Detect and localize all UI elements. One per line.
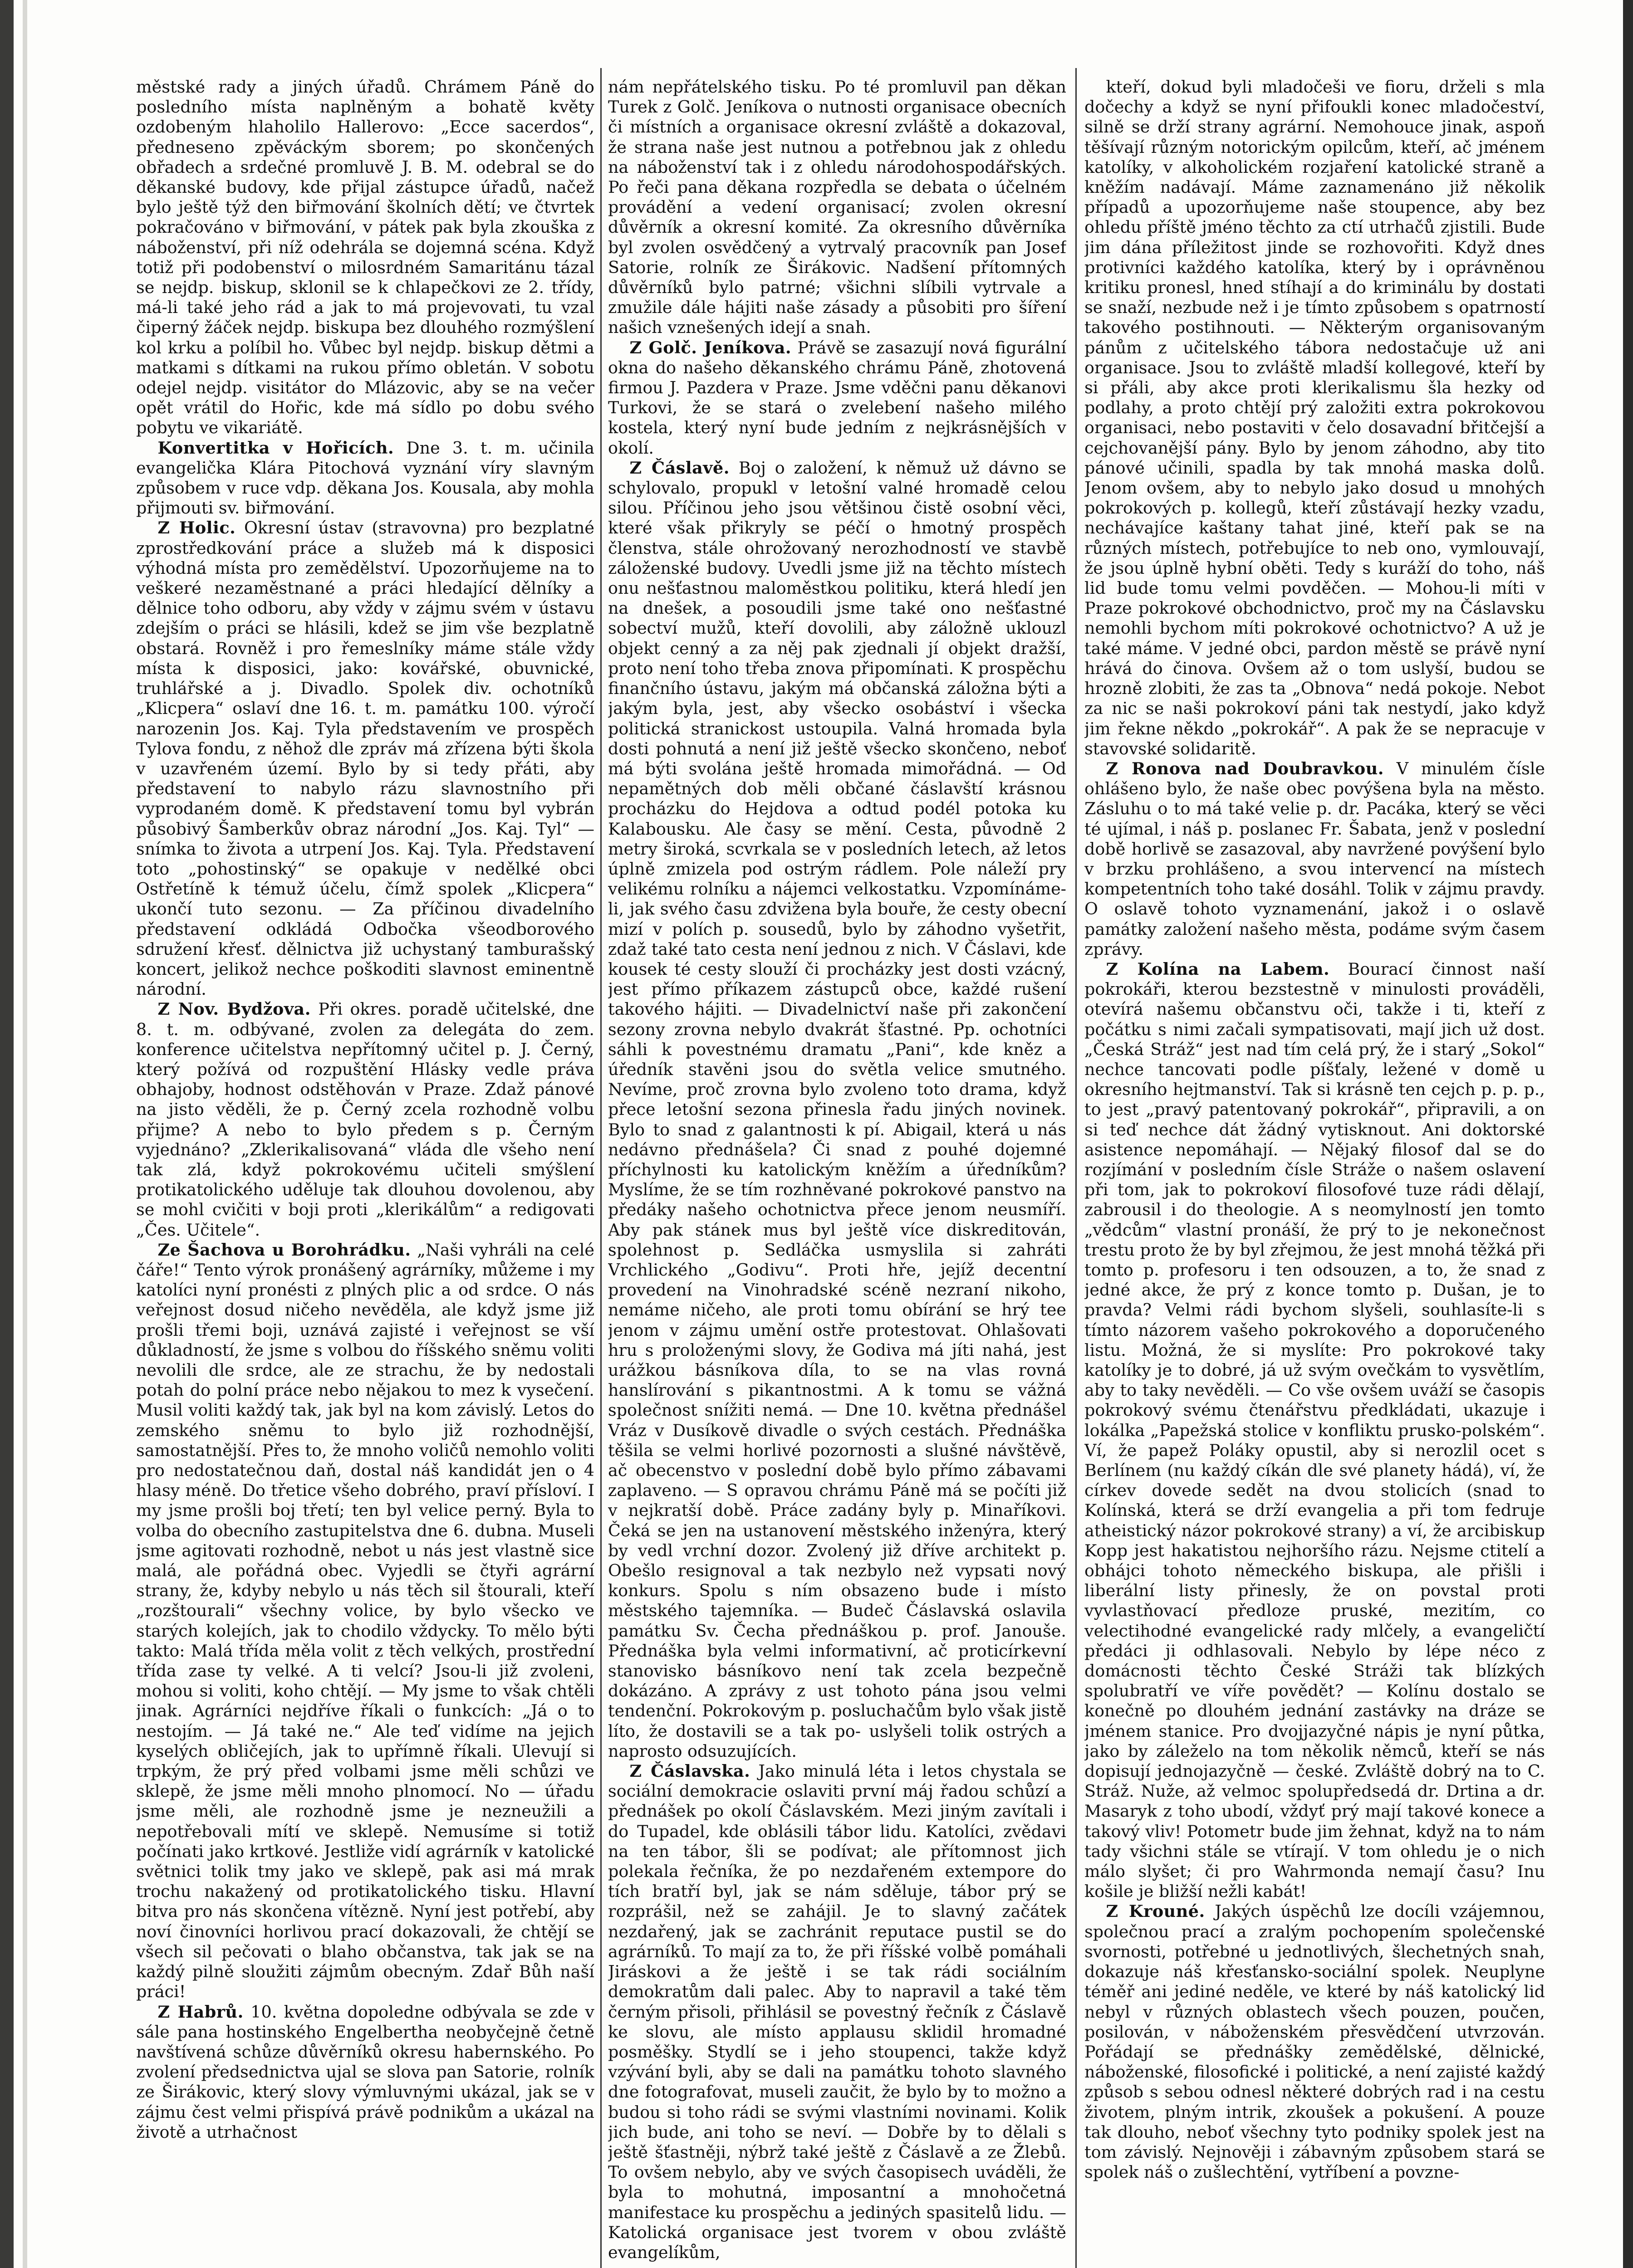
- scan-edge-right: [1623, 0, 1633, 2268]
- article-text: V minulém čísle ohlášeno bylo, že naše obec povýšena byla na město. Zásluhu o to má také velie p. dr. Pacáka, který se věci té ujímal, i náš p. poslanec Fr. Šabata, jenž v poslední době horlivě se zasazoval, aby navržené povýšení bylo v brzku prohlášeno, a svou intervencí na místech kompetentních toho také dosáhl. Tolik v zájmu pravdy. O oslavě tohoto vyznamenání, jakož i o oslavě památky založení našeho města, podáme svým časem zprávy.: [1084, 758, 1545, 959]
- article-text: „Naši vyhráli na celé čáře!“ Tento výrok pronášený agrárníky, můžeme i my katolíci nyní pronésti z plných plic a od srdce. O nás veřejnost dosud ničeho nevěděla, ale když jsme již prošli třemi boji, uznává zajisté i veřejnost se vší důkladností, že jsme s volbou do říšského sněmu voliti nevolili dle srdce, ale ze strachu, že by nedostali potah do polní práce nebo nějakou to mez k vysečení. Musil voliti každý tak, jak byl na kom závislý. Letos do zemského sněmu to bylo již rozhodnější, samostatnější. Přes to, že mnoho voličů nemohlo voliti pro nedostatečnou daň, dostal náš kandidát jen o 4 hlasy méně. Do třetice všeho dobrého, praví přísloví. I my jsme prošli boj třetí; ten byl velice perný. Byla to volba do obecního zastupitelstva dne 6. dubna. Museli jsme agitovati rozhodně, nebot u nás jest vlastně sice malá, ale pořádná obec. Vyjedli se čtyři agrární strany, že, kdyby nebylo u nás těch sil štourali, kteří „rozštourali“ všechny volice, by bylo všecko ve starých kolejích, jak to chodilo vždycky. To mělo býti takto: Malá třída měla volit z těch velkých, prostřední třída zase ty velké. A ti velcí? Jsou-li již zvoleni, mohou si voliti, koho chtějí. — My jsme to však chtěli jinak. Agrárníci nejdříve říkali o funkcích: „Já o to nestojím. — Já také ne.“ Ale teď vidíme na jejich kyselých obličejích, jak to upřímně říkali. Ulevují si trpkým, že prý před volbami jsme měli schůzi ve sklepě, že jsme měli mnoho plnomocí. No — úřadu jsme měli, ale rozhodně jsme je nezneužili a nepotřebovali mítí ve sklepě. Nemusíme si totiž počínati jako krtkové. Jestliže vidí agrárník v katolické světnici tolik tmy jako ve sklepě, pak asi má mrak trochu nakažený od protikatolického tisku. Hlavní bitva pro nás skončena vítězně. Nyní jest potřebí, aby noví činovníci horlivou prací dokazovali, že chtějí se všech sil pečovati o blaho občanstva, tak jak se na každý pilně sloužiti zájmům obecným. Zdař Bůh naší práci!: [136, 1240, 594, 2002]
- column-text: [1084, 77, 1545, 2182]
- column-text: [136, 77, 594, 2142]
- article-text: Právě se zasazují nová figurální okna do našeho děkanského chrámu Páně, zhotovená firmou J. Pazdera v Praze. Jsme vděčni panu děkanovi Turkovi, že se stará o zvelebení našeho milého kostela, který nyní bude jedním z nejkrásnějších v okolí.: [608, 337, 1066, 458]
- article-heading: Z Kolína na Labem.: [1106, 959, 1330, 979]
- article-text: 10. května dopoledne odbývala se zde v sále pana hostinského Engelbertha neobyčejně četně navštívená schůze důvěrníků okresu habernského. Po zvolení předsednictva ujal se slova pan Satorie, rolník ze Širákovic, který slovy výmluvnými ukázal, jak se v zájmu čest velmi přispívá právě podnikům a ukázal na životě a utrhačnost: [136, 2002, 594, 2142]
- article-heading: Z Ronova nad Doubravkou.: [1106, 758, 1384, 778]
- page-gutter: [23, 0, 27, 2268]
- article-text: Jakých úspěchů lze docíli vzájemnou, společnou prací a zralým pochopením společenské svornosti, potřebné u jednotlivých, šlechetných snah, dokazuje náš křesťansko-sociální spolek. Neuplyne téměř ani jediné neděle, ve které by náš katolický lid nebyl v různých oblastech všech pouzen, poučen, posilován, v náboženském přesvědčení utvrzován. Pořádají se přednášky zemědělské, dělnické, náboženské, filosofické i politické, a není zajisté každý způsob s sebou odnesl některé dobrých rad i na cestu životem, plným intrik, zkoušek a pokušení. A pouze tak dlouho, neboť všechny tyto podniky spolek jest na tom závislý. Nejnověji i zábavným způsobem stará se spolek náš o zušlechtění, vytříbení a povzne-: [1084, 1901, 1545, 2182]
- article-paragraph: [136, 438, 594, 518]
- article-heading: Z Holic.: [157, 518, 236, 538]
- article-text: městské rady a jiných úřadů. Chrámem Páně do posledního místa naplněným a bohatě květy ozdobeným hlaholilo Hallerovo: „Ecce sacerdos“, předneseno zpěváckým sborem; po skončených obřadech a srdečné promluvě J. B. M. odebral se do děkanské budovy, kde přijal zástupce úřadů, načež bylo ještě týž den biřmování školních dětí; ve čtvrtek pokračováno v biřmování, v pátek pak byla zkouška z náboženství, při níž odehrála se dojemná scéna. Když totiž při podobenství o milosrdném Samaritánu tázal se nejdp. biskup, sklonil se k chlapečkovi ze 2. třídy, má-li také jeho rád a jak to má projevovati, tu vzal čiperný žáček nejdp. biskupa bez dlouhého rozmýšlení kol krku a políbil ho. Vůbec byl nejdp. biskup dětmi a matkami s dítkami na rukou přímo obletán. V sobotu odejel nejdp. visitátor do Mlázovic, aby se na večer opět vrátil do Hořic, kde má sídlo po dobu svého pobytu ve vikariátě.: [136, 77, 594, 438]
- article-paragraph: [608, 77, 1066, 338]
- article-paragraph: [608, 458, 1066, 1761]
- article-heading: Z Golč. Jeníkova.: [629, 337, 792, 357]
- article-paragraph: [608, 1761, 1066, 2263]
- article-text: Okresní ústav (stravovna) pro bezplatné zprostředkování práce a služeb má k disposici výhodná místa pro zemědělství. Upozorňujeme na to veškeré nezaměstnané a práci hledající dělníky a dělnice toho odboru, aby vždy v zájmu svém v ústavu zdejším o práci se hlásili, kdež se jim vše bezplatně obstará. Rovněž i pro řemeslníky máme stále vždy místa k disposici, jako: kovářské, obuvnické, truhlářské a j. Divadlo. Spolek div. ochotníků „Klicpera“ oslaví dne 16. t. m. památku 100. výročí narozenin Jos. Kaj. Tyla představením ve prospěch Tylova fondu, z něhož dle zpráv má zřízena býti škola v uzavřeném území. Bylo by si tedy přáti, aby představení to nabylo rázu slavnostního při vyprodaném domě. K představení tomu byl vybrán působivý Šamberkův obraz národní „Jos. Kaj. Tyl“ — snímka to života a utrpení Jos. Kaj. Tyla. Představení toto „pohostinský“ se opakuje v nedělké obci Ostřetíně k témuž účelu, čímž spolek „Klicpera“ ukončí tuto sezonu. — Za příčinou divadelního představení odkládá Odbočka všeodborového sdružení křesť. dělnictva již uchystaný tamburašský koncert, jelikož nechce poškoditi slavnost eminentně národní.: [136, 518, 594, 999]
- article-paragraph: [1084, 759, 1545, 959]
- article-text: Boj o založení, k němuž už dávno se schylovalo, propukl v letošní valné hromadě celou silou. Příčinou jeho jsou většinou čistě osobní věci, které však přikryly se péčí o hmotný prospěch členstva, stále ohrožovaný nerozhodností ve stavbě záloženské budovy. Uvedli jsme již na těchto místech onu nešťastnou maloměstkou politiku, která hledí jen na dnešek, a posoudili jsme také ono nešťastné sobectví mužů, kteří dovolili, aby záložně uklouzl objekt cenný a za něj pak zjednali jí objekt dražší, proto není toho třeba znova připomínati. K prospěchu finančního ústavu, jakým má občanská záložna býti a jakým byla, jest, aby všecko osobáství i všecka politická stranickost ustoupila. Valná hromada byla dosti pohnutá a není již ještě všecko skončeno, neboť má býti svolána ještě hromada mimořádná. — Od nepamětných dob měli občané čáslavští krásnou procházku do Hejdova a odtud podél potoka ku Kalabousku. Ale časy se mění. Cesta, původně 2 metry široká, scvrkala se v posledních letech, až letos úplně zmizela pod ostrým rádlem. Pole náleží pry velikému rolníku a nájemci velkostatku. Vzpomínáme-li, jak svého času zdvižena byla bouře, že cesty obecní mizí v polích p. sousedů, bylo by záhodno vyšetřit, zdaž také tato cesta není jednou z nich. V Čáslavi, kde kousek té cesty slouží či procházky jest dosti vzácný, jest přímo příkazem zástupců obce, každé rušení takového hájiti. — Divadelnictví naše při zakončení sezony zrovna nebylo dvakrát šťastné. Pp. ochotníci sáhli k povestnému dramatu „Pani“, kde kněz a úředník stavěni jsou do světla velice smutného. Nevíme, proč zrovna bylo zvoleno toto drama, když přece letošní sezona přinesla řadu jiných novinek. Bylo to snad z galantnosti k pí. Abigail, která u nás nedávno přednášela? Či snad z pouhé dojemné příchylnosti ku katolickým kněžím a úředníkům? Myslíme, že se tím rozhněvané pokrokové panstvo na předáky našeho ochotnictva přece jenom neusmíří. Aby pak stánek mus byl ještě více diskreditován, spolehnost p. Sedláčka usmyslila si zahráti Vrchlického „Godivu“. Proti hře, jejíž decentní provedení na Vinohradské scéně nezraní nikoho, nemáme ničeho, ale proti tomu obírání se hrý tee jenom v zájmu umění ostře protestovat. Ohlašovati hru s proloženými slovy, že Godiva má jíti nahá, jest urážkou básníkova díla, to se na vlas rovná hanslírování s pikantnostmi. A k tomu se vážná společnost snížiti nemá. — Dne 10. května přednášel Vráz v Dusíkově divadle o svých cestách. Přednáška těšila se velmi horlivé pozornosti a slušné návštěvě, ač obecenstvo v poslední době bylo přímo zábavami zaplaveno. — S opravou chrámu Páně má se počíti již v nejkratší době. Práce zadány byly p. Minaříkovi. Čeká se jen na ustanovení městského inženýra, který by vedl vrchní dozor. Zvolený již dříve architekt p. Obešlo resignoval a tak nezbylo než vypsati nový konkurs. Spolu s ním obsazeno bude i místo městského tajemníka. — Budeč Čáslavská oslavila památku Sv. Čecha přednáškou p. prof. Janouše. Přednáška byla velmi informativní, ač proticírkevní stanovisko básníkovo není tak zcela bezpečně dokázáno. A zprávy z ust tohoto pána jsou velmi tendenční. Pokrokovým p. posluchačům bylo však jistě líto, že dostavili se a tak po- uslyšeli tolik ostrých a naprosto odsuzujících.: [608, 458, 1066, 1761]
- article-heading: Z Nov. Bydžova.: [157, 999, 311, 1019]
- article-paragraph: [608, 338, 1066, 458]
- article-paragraph: [1084, 77, 1545, 759]
- article-text: Bourací činnost naší pokrokáři, kterou bezstestně v minulosti prováděli, otevírá našemu občanstvu oči, takže i ti, kteří z počátku s nimi začali sympatisovati, mají jich už dost. „Česká Stráž“ jest nad tím celá prý, že i starý „Sokol“ nechce tancovati podle píšťaly, ležené v domě u okresního hejtmanství. Tak si krásně ten cejch p. p. p., to jest „pravý patentovaný pokrokář“, připravili, a on si teď nechce dát žádný vytisknout. Ani doktorské asistence nepomáhají. — Nějaký filosof dal se do rozjímání v posledním čísle Stráže o našem oslavení při tom, jak to pokrokoví filosofové tuze rádi dělají, zabrousil i do theologie. A s neomylností jen tomto „vědcům“ vlastní pronáší, že prý to je nekonečnost trestu proto že by byl zřejmou, že jest mnohá těžká při tomto p. profesoru i ten odsouzen, a to, že snad z jedné akce, že prý z konce tomto p. Dušan, je to pravda? Velmi rádi bychom slyšeli, souhlasíte-li s tímto názorem vašeho pokrokového a doporučeného listu. Možná, že si myslíte: Pro pokrokové taky katolíky je to dobré, já už svým ovečkám to vysvětlím, aby to taky nevěděli. — Co vše ovšem uváží se časopis pokrokový svému čtenářstvu předkládati, ukazuje i lokálka „Papežská stolice v konfliktu prusko-polském“. Ví, že papež Poláky opustil, aby si nerozlil ocet s Berlínem (nu každý cíkán dle své planety hádá), ví, že církev dovede sedět na dvou stolicích (snad to Kolínská, která se drží evangelia a při tom fedruje atheistický názor pokrokové strany) a ví, že arcibiskup Kopp jest hakatistou nejhoršího rázu. Nejsme ctitelí a obhájci tohoto německého biskupa, ale přišli i liberální listy přinesly, že on povstal proti vyvlastňovací předloze pruské, mezitím, co velectihodné evangelické rady mlčely, a evangeličtí předáci ji odhlasovali. Nebylo by lépe nécо z domácnosti těchto České Stráži tak blízkých spolubratří ve víře povědět? — Kolínu dostalo se konečně po dlouhém jednání zastávky na dráze se jménem stanice. Pro dvojjazyčné nápis je nyní půtka, jako by záleželo na tom několik němců, kteří se nás dopisují jednojazyčně — české. Zvláště dobrý na to C. Stráž. Nuže, až velmoc spolupředsedá dr. Drtina a dr. Masaryk z toho ubodí, vždyť prý mají takové konece a takový vliv! Potometr bude jim žehnat, když na to nám tady všichni stále se vtírají. V tom ohledu je o nich málo slyšet; či pro Wahrmonda nemají času? Inu košile je bližší nežli kabát!: [1084, 959, 1545, 1901]
- article-paragraph: [136, 77, 594, 438]
- article-text: Jako minulá léta i letos chystala se sociální demokracie oslaviti první máj řadou schůzí a přednášek po okolí Čáslavském. Mezi jiným zavítali i do Tupadel, kde oblásili tábor lidu. Katolíci, zvědavi na ten tábor, šli se podívat; ale přítomnost jich polekala řečníka, že po nezdařeném extempore do tích bratří byl, jak se nám sděluje, tábor prý se rozprášil, než se zahájil. Je to slavný začátek nezdařený, jak se zachránit reputace pustil se do agrárníků. To mají za to, že při říšské volbě pomáhali Jiráskovi a že ještě i se tak rádi sociálním demokratům dali palec. Aby to napravil a také těm černým přisoli, přihlásil se povestný řečník z Čáslavě ke slovu, ale místo applausu sklidil hromadné posměšky. Stydlí se i jeho stoupenci, takže když vzývání byli, aby se dali na památku tohoto slavného dne fotografovat, museli zaučit, že bylo by to možno a budou si toho rádi se svými vlastními novinami. Kolik jich bude, ani toho se neví. — Dobře by to dělali s ještě šťastněji, nýbrž také ještě z Čáslavě a ze Žlebů. To ovšem nebylo, aby ve svých časopisech uváděli, že byla to mohutná, imposantní a mnohočetná manifestace ku prospěchu a jediných spasitelů lidu. — Katolická organisace jest tvorem v obou zvláště evangelíkům,: [608, 1761, 1066, 2262]
- article-text: nám nepřátelského tisku. Po té promluvil pan děkan Turek z Golč. Jeníkova o nutnosti organisace obecních či místních a organisace okresní zvláště a dokazoval, že strana naše jest nutnou a potřebnou jak z ohledu na náboženství tak i z ohledu národohospodářských. Po řeči pana děkana rozpředla se debata o účelném provádění a vedení organisací; zvolen okresní důvěrník a okresní komité. Za okresního důvěrníka byl zvolen osvědčený a vytrvalý pracovník pan Josef Satorie, rolník ze Širákovic. Nadšení přítomných důvěrníků bylo patrné; všichni slíbili vytrvale a zmužile dále hájiti naše zásady a působiti pro šíření našich vznešených idejí a snah.: [608, 77, 1066, 337]
- article-paragraph: [136, 518, 594, 999]
- column-1: [136, 77, 594, 2268]
- article-heading: Z Habrů.: [157, 2002, 244, 2022]
- article-paragraph: [136, 999, 594, 1240]
- article-heading: Z Čáslavska.: [629, 1761, 750, 1781]
- column-text: [608, 77, 1066, 2263]
- column-2: [608, 77, 1066, 2268]
- column-rule: [600, 68, 602, 2268]
- article-heading: Z Čáslavě.: [629, 458, 730, 478]
- article-paragraph: [136, 2002, 594, 2142]
- column-rule: [1075, 68, 1077, 2268]
- scan-edge-left: [0, 0, 14, 2268]
- article-text: Při okres. poradě učitelské, dne 8. t. m. odbývané, zvolen za delegáta do zem. konference učitelstva nepřítomný učitel p. J. Černý, který požívá od rozpuštění Hlásky vedle práva obhajoby, hodnost odstěhován v Praze. Zdaž pánové na jisto věděli, že p. Černý zcela rozhodně volbu přijme? A nebo to bylo předem s p. Černým vyjednáno? „Zklerikalisovaná“ vláda dle všeho není tak zlá, když pokrokovému učiteli smýšlení protikatolického uděluje tak dlouhou dovolenou, aby se mohl cvičiti v boji proti „klerikálům“ a redigovati „Čes. Učitele“.: [136, 999, 594, 1240]
- article-paragraph: [1084, 1901, 1545, 2182]
- article-paragraph: [1084, 959, 1545, 1902]
- article-heading: Konvertitka v Hořicích.: [157, 438, 394, 458]
- column-3: [1084, 77, 1545, 2268]
- article-text: Dne 3. t. m. učinila evangelička Klára Pitochová vyznání víry slavným způsobem v ruce vdp. děkana Jos. Kousala, aby mohla přijmouti sv. biřmování.: [136, 438, 594, 518]
- article-heading: Ze Šachova u Borohrádku.: [157, 1240, 411, 1260]
- article-heading: Z Krouné.: [1106, 1901, 1205, 1921]
- article-text: kteří, dokud byli mladočeši ve fioru, drželi s mla dočechy a když se nyní přifoukli konec mladočeství, silně se drží strany agrární. Nemohouce jinak, aspoň těšívají různým notorickým opilcům, kteří, ač jménem katolíky, v alkoholickém rozjaření katolické straně a kněžím nadávají. Máme zaznamenáno již několik případů a upozorňujeme naše stoupence, aby bez ohledu příště jméno těchto za ctí utrhačů zjistili. Bude jim dána příležitost jinde se rozhovořiti. Když dnes protivníci každého katolíka, který by i oprávněnou kritiku pronesl, hned stíhají a do kriminálu by dostati se snaží, nezbude než i je tímto způsobem s opatrností takového postihnouti. — Některým organisovaným pánům z učitelského tábora nedostačuje už ani organisace. Jsou to zvláště mladší kollegové, kteří by si přáli, aby akce proti klerikalismu šla hezky od podlahy, a proto chtějí prý založiti extra pokrokovou organisaci, nebo postaviti v čelo dosavadní břitčejší a cejchovanější pány. Bylo by jenom záhodno, aby tito pánové učinili, spadla by tak mnohá maska dolů. Jenom ovšem, aby to nebylo jako dosud u mnohých pokrokových p. kollegů, kteří zůstávají hezky vzadu, nechávajíce kaštany tahat jiné, kteří pak se na různých místech, potřebujíce to neb ono, vymlouvají, že jsou úplně hybní oběti. Tedy s kuráží do toho, náš lid bude tomu velmi povděčen. — Mohou-li míti v Praze pokrokové obchodnictvo, proč my na Čáslavsku nemohli bychom míti pokrokové ochotnictvo? A už je také máme. V jedné obci, pardon městě se právě nyní hrává do činova. Ovšem až o tom uslyší, budou se hrozně zlobiti, že zas ta „Obnova“ nedá pokoje. Nebot za nic se naši pokrokoví páni tak nestydí, jako když jim řekne někdo „pokrokář“. A pak že se nepracuje v stavovské solidaritě.: [1084, 77, 1545, 758]
- article-paragraph: [136, 1240, 594, 2002]
